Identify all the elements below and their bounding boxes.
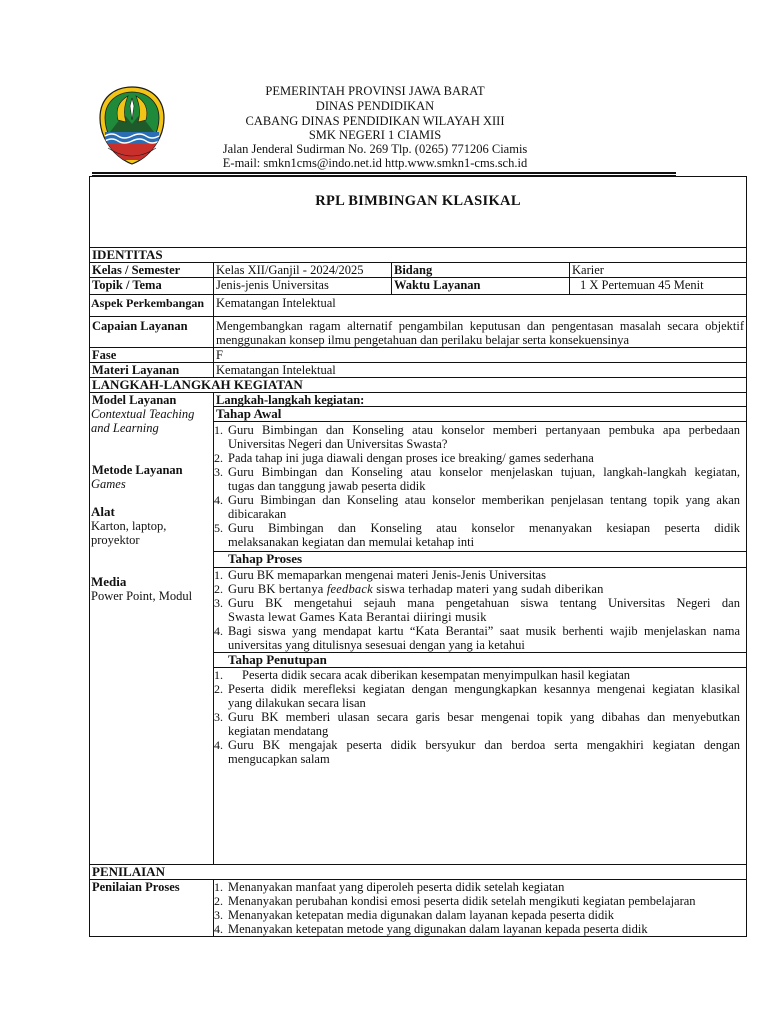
capaian-line-2: menggunakan konsep ilmu pengetahuan dan perilaku belajar serta konsekuensinya <box>216 333 630 347</box>
list-item: Guru Bimbingan dan Konseling atau konselor menanyakan kesiapan peserta didik <box>228 521 740 535</box>
capaian-label: Capaian Layanan <box>92 319 188 333</box>
fase-label: Fase <box>92 348 117 362</box>
header-branch: CABANG DINAS PENDIDIKAN WILAYAH XIII <box>245 114 505 128</box>
media-label: Media <box>91 574 127 589</box>
kelas-value: Kelas XII/Ganjil - 2024/2025 <box>216 263 364 277</box>
media-value: Power Point, Modul <box>91 589 193 603</box>
model-value-2: and Learning <box>91 421 159 435</box>
metode-value: Games <box>91 477 126 491</box>
document-title: RPL BIMBINGAN KLASIKAL <box>315 193 521 209</box>
fase-value: F <box>216 348 223 362</box>
materi-value: Kematangan Intelektual <box>216 363 336 377</box>
list-item: Guru BK mengajak peserta didik bersyukur dan berdoa serta mengakhiri kegiatan dengan <box>228 738 740 752</box>
materi-label: Materi Layanan <box>92 363 180 377</box>
alat-label: Alat <box>91 504 115 519</box>
section-identitas: IDENTITAS <box>92 247 163 262</box>
alat-value-2: proyektor <box>91 533 140 547</box>
list-item: Guru BK bertanya feedback siswa terhadap materi yang sudah diberikan <box>228 582 604 596</box>
alat-value-1: Karton, laptop, <box>91 519 167 533</box>
header-agency: DINAS PENDIDIKAN <box>315 99 435 113</box>
waktu-value: 1 X Pertemuan 45 Menit <box>580 278 704 292</box>
list-item: tugas dan tanggung jawab peserta didik <box>228 479 426 493</box>
aspek-label: Aspek Perkembangan <box>91 296 205 310</box>
penilaian-label: Penilaian Proses <box>92 880 180 894</box>
bidang-value: Karier <box>572 263 604 277</box>
header-address: Jalan Jenderal Sudirman No. 269 Tlp. (0265) 771206 Ciamis <box>222 142 528 156</box>
capaian-line-1: Mengembangkan ragam alternatif pengambilan keputusan dan pengentasan masalah secara objektif <box>216 319 744 333</box>
section-penilaian: PENILAIAN <box>92 864 165 879</box>
list-item: Guru BK mengetahui sejauh mana pengetahuan siswa tentang Universitas Negeri dan <box>228 596 740 610</box>
tahap-awal-heading: Tahap Awal <box>216 406 282 421</box>
list-item: kegiatan mendatang <box>228 724 329 738</box>
list-item: Guru BK memberi ulasan secara garis besar mengenai topik yang dibahas dan menyebutkan <box>228 710 740 724</box>
list-item: Menanyakan perubahan kondisi emosi peserta didik setelah mengikuti kegiatan pembelajaran <box>228 894 696 908</box>
list-item: Universitas Negeri dan Universitas Swasta? <box>228 437 448 451</box>
aspek-value: Kematangan Intelektual <box>216 296 336 310</box>
list-item: Peserta didik secara acak diberikan kesempatan menyimpulkan hasil kegiatan <box>242 668 631 682</box>
header-school: SMK NEGERI 1 CIAMIS <box>308 128 442 142</box>
header-government: PEMERINTAH PROVINSI JAWA BARAT <box>265 84 485 98</box>
list-item: melaksanakan kegiatan dan memulai ketahap inti <box>228 535 475 549</box>
list-item: Menanyakan ketepatan metode yang digunakan dalam layanan kepada peserta didik <box>228 922 648 936</box>
header-divider <box>92 172 676 174</box>
list-item: Bagi siswa yang mendapat kartu “Kata Berantai” saat musik berhenti wajib menjelaskan nama <box>228 624 740 638</box>
list-item: mengucapkan salam <box>228 752 330 766</box>
topik-value: Jenis-jenis Universitas <box>216 278 329 292</box>
metode-label: Metode Layanan <box>92 463 183 477</box>
langkah-label: Langkah-langkah kegiatan: <box>216 393 365 407</box>
waktu-label: Waktu Layanan <box>394 278 481 292</box>
list-item: Guru BK memaparkan mengenai materi Jenis-Jenis Universitas <box>228 568 546 582</box>
list-item: Swasta lewat Games Kata Berantai diiringi musik <box>228 610 487 624</box>
model-value-1: Contextual Teaching <box>91 407 195 421</box>
section-langkah: LANGKAH-LANGKAH KEGIATAN <box>92 377 303 392</box>
kelas-label: Kelas / Semester <box>92 263 181 277</box>
province-logo <box>94 84 170 168</box>
list-item: Guru Bimbingan dan Konseling atau konselor memberikan penjelasan tentang topik yang akan <box>228 493 740 507</box>
list-item: Guru Bimbingan dan Konseling atau konselor menjelaskan tujuan, langkah-langkah kegiatan, <box>228 465 740 479</box>
list-item: Menanyakan manfaat yang diperoleh peserta didik setelah kegiatan <box>228 880 565 894</box>
list-item: Menanyakan ketepatan media digunakan dalam layanan kepada peserta didik <box>228 908 614 922</box>
tahap-penutupan-heading: Tahap Penutupan <box>228 652 327 667</box>
tahap-proses-heading: Tahap Proses <box>228 551 303 566</box>
model-label: Model Layanan <box>92 393 177 407</box>
list-item: Guru Bimbingan dan Konseling atau konselor memberi pertanyaan pembuka apa perbedaan <box>228 423 740 437</box>
list-item: yang dilakukan secara lisan <box>228 696 366 710</box>
bidang-label: Bidang <box>394 263 433 277</box>
list-item: Peserta didik merefleksi kegiatan dengan mengungkapkan kesannya mengenai kegiatan klasikal <box>228 682 740 696</box>
list-item: Pada tahap ini juga diawali dengan proses ice breaking/ games sederhana <box>228 451 594 465</box>
header-contact: E-mail: smkn1cms@indo.net.id http.www.smkn1-cms.sch.id <box>222 156 528 170</box>
topik-label: Topik / Tema <box>92 278 162 292</box>
list-item: dibicarakan <box>228 507 287 521</box>
list-item: universitas yang ditulisnya sesesuai dengan yang ia ketahui <box>228 638 525 652</box>
